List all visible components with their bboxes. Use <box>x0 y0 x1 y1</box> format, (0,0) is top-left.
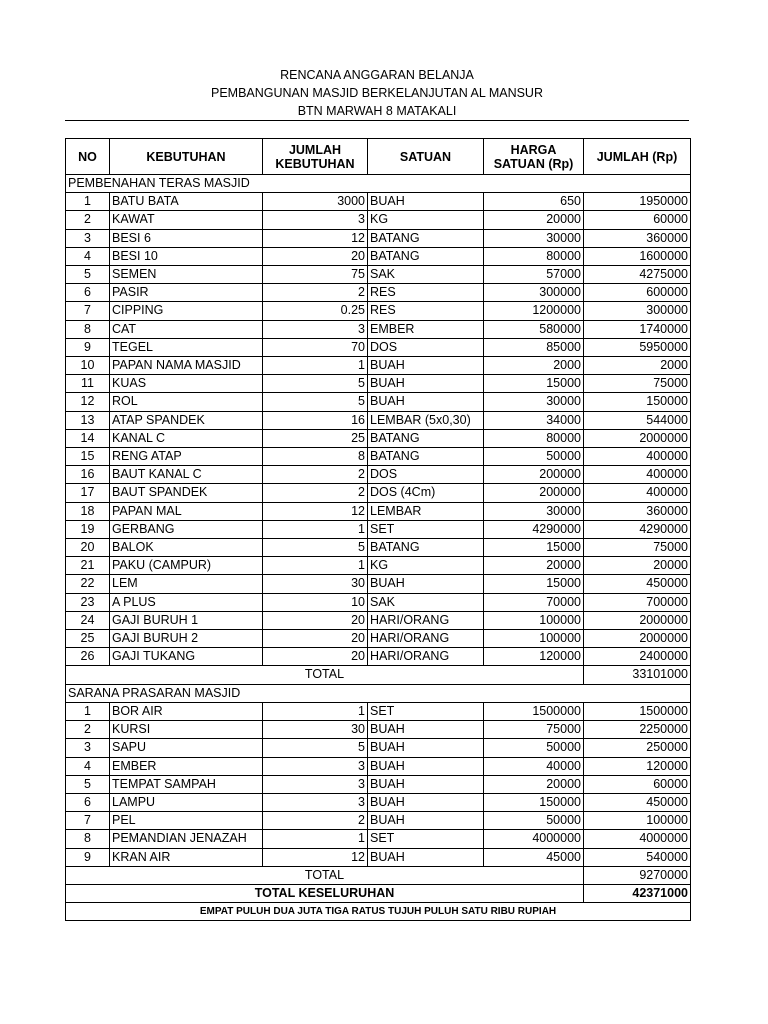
row-no: 6 <box>66 793 110 811</box>
row-unit: BATANG <box>368 448 484 466</box>
row-unit: BUAH <box>368 575 484 593</box>
document-title <box>65 66 689 120</box>
row-price: 80000 <box>484 247 584 265</box>
row-no: 7 <box>66 302 110 320</box>
row-qty: 12 <box>263 848 368 866</box>
row-unit: BATANG <box>368 247 484 265</box>
row-price: 30000 <box>484 393 584 411</box>
table-row <box>66 611 691 629</box>
row-no: 19 <box>66 520 110 538</box>
row-total: 400000 <box>584 448 691 466</box>
row-total: 75000 <box>584 539 691 557</box>
section-title: SARANA PRASARAN MASJID <box>66 684 691 702</box>
row-unit: KG <box>368 211 484 229</box>
row-item: ROL <box>110 393 263 411</box>
row-item: BATU BATA <box>110 193 263 211</box>
section-total-value: 33101000 <box>584 666 691 684</box>
row-price: 120000 <box>484 648 584 666</box>
row-no: 20 <box>66 539 110 557</box>
row-qty: 2 <box>263 466 368 484</box>
table-row <box>66 320 691 338</box>
row-no: 13 <box>66 411 110 429</box>
row-no: 3 <box>66 739 110 757</box>
row-price: 20000 <box>484 557 584 575</box>
row-unit: BATANG <box>368 229 484 247</box>
row-item: BALOK <box>110 539 263 557</box>
row-no: 2 <box>66 721 110 739</box>
row-qty: 5 <box>263 739 368 757</box>
row-qty: 8 <box>263 448 368 466</box>
amount-in-words: EMPAT PULUH DUA JUTA TIGA RATUS TUJUH PULUH SATU RIBU RUPIAH <box>66 903 691 921</box>
table-row <box>66 448 691 466</box>
row-item: BESI 10 <box>110 247 263 265</box>
table-row <box>66 775 691 793</box>
row-total: 600000 <box>584 284 691 302</box>
row-qty: 3 <box>263 211 368 229</box>
title-line-1: RENCANA ANGGARAN BELANJA <box>280 68 474 82</box>
row-no: 12 <box>66 393 110 411</box>
budget-table <box>65 138 691 921</box>
row-no: 7 <box>66 812 110 830</box>
table-row <box>66 739 691 757</box>
row-unit: BUAH <box>368 393 484 411</box>
row-no: 17 <box>66 484 110 502</box>
row-qty: 30 <box>263 575 368 593</box>
row-item: TEMPAT SAMPAH <box>110 775 263 793</box>
row-total: 450000 <box>584 575 691 593</box>
row-price: 150000 <box>484 793 584 811</box>
row-qty: 3 <box>263 793 368 811</box>
row-no: 4 <box>66 247 110 265</box>
row-total: 100000 <box>584 812 691 830</box>
row-item: SEMEN <box>110 266 263 284</box>
grand-total-row <box>66 884 691 902</box>
table-row <box>66 411 691 429</box>
row-price: 15000 <box>484 575 584 593</box>
row-price: 34000 <box>484 411 584 429</box>
table-row <box>66 338 691 356</box>
row-total: 300000 <box>584 302 691 320</box>
row-total: 400000 <box>584 466 691 484</box>
row-unit: SET <box>368 702 484 720</box>
row-item: PAKU (CAMPUR) <box>110 557 263 575</box>
table-row <box>66 812 691 830</box>
row-item: ATAP SPANDEK <box>110 411 263 429</box>
table-row <box>66 266 691 284</box>
row-item: A PLUS <box>110 593 263 611</box>
row-qty: 0.25 <box>263 302 368 320</box>
row-no: 5 <box>66 266 110 284</box>
row-qty: 1 <box>263 357 368 375</box>
row-unit: LEMBAR <box>368 502 484 520</box>
header-satuan: SATUAN <box>368 139 484 175</box>
row-total: 20000 <box>584 557 691 575</box>
row-unit: SET <box>368 520 484 538</box>
table-row <box>66 830 691 848</box>
row-no: 9 <box>66 848 110 866</box>
table-row <box>66 375 691 393</box>
row-price: 650 <box>484 193 584 211</box>
row-price: 2000 <box>484 357 584 375</box>
row-unit: DOS <box>368 466 484 484</box>
row-qty: 1 <box>263 702 368 720</box>
row-total: 5950000 <box>584 338 691 356</box>
row-total: 60000 <box>584 775 691 793</box>
row-unit: EMBER <box>368 320 484 338</box>
row-qty: 20 <box>263 630 368 648</box>
row-qty: 20 <box>263 611 368 629</box>
row-qty: 3000 <box>263 193 368 211</box>
table-row <box>66 757 691 775</box>
row-total: 2000000 <box>584 630 691 648</box>
row-qty: 2 <box>263 284 368 302</box>
row-no: 10 <box>66 357 110 375</box>
row-qty: 30 <box>263 721 368 739</box>
row-no: 23 <box>66 593 110 611</box>
row-no: 24 <box>66 611 110 629</box>
row-price: 20000 <box>484 211 584 229</box>
row-no: 26 <box>66 648 110 666</box>
table-row <box>66 702 691 720</box>
row-no: 21 <box>66 557 110 575</box>
row-item: PASIR <box>110 284 263 302</box>
row-item: GERBANG <box>110 520 263 538</box>
row-item: PAPAN NAMA MASJID <box>110 357 263 375</box>
row-item: PEL <box>110 812 263 830</box>
row-total: 1600000 <box>584 247 691 265</box>
row-qty: 1 <box>263 520 368 538</box>
table-row <box>66 520 691 538</box>
row-price: 70000 <box>484 593 584 611</box>
row-total: 4275000 <box>584 266 691 284</box>
row-total: 540000 <box>584 848 691 866</box>
row-no: 8 <box>66 320 110 338</box>
row-total: 400000 <box>584 484 691 502</box>
row-no: 1 <box>66 702 110 720</box>
row-price: 15000 <box>484 375 584 393</box>
row-qty: 3 <box>263 320 368 338</box>
row-no: 6 <box>66 284 110 302</box>
row-item: GAJI TUKANG <box>110 648 263 666</box>
row-item: PAPAN MAL <box>110 502 263 520</box>
row-price: 45000 <box>484 848 584 866</box>
row-total: 2250000 <box>584 721 691 739</box>
row-qty: 5 <box>263 375 368 393</box>
row-price: 30000 <box>484 502 584 520</box>
row-qty: 75 <box>263 266 368 284</box>
row-item: KUAS <box>110 375 263 393</box>
row-item: GAJI BURUH 1 <box>110 611 263 629</box>
table-row <box>66 393 691 411</box>
row-no: 8 <box>66 830 110 848</box>
row-qty: 5 <box>263 539 368 557</box>
header-jumlah: JUMLAH (Rp) <box>584 139 691 175</box>
table-header-row <box>66 139 691 175</box>
row-no: 22 <box>66 575 110 593</box>
row-price: 1500000 <box>484 702 584 720</box>
row-price: 40000 <box>484 757 584 775</box>
table-row <box>66 466 691 484</box>
row-item: PEMANDIAN JENAZAH <box>110 830 263 848</box>
row-total: 75000 <box>584 375 691 393</box>
row-item: EMBER <box>110 757 263 775</box>
table-row <box>66 229 691 247</box>
row-unit: KG <box>368 557 484 575</box>
row-unit: BUAH <box>368 375 484 393</box>
row-total: 544000 <box>584 411 691 429</box>
row-unit: BUAH <box>368 739 484 757</box>
row-total: 120000 <box>584 757 691 775</box>
row-item: TEGEL <box>110 338 263 356</box>
row-total: 150000 <box>584 393 691 411</box>
row-qty: 12 <box>263 229 368 247</box>
row-item: BESI 6 <box>110 229 263 247</box>
row-total: 2000 <box>584 357 691 375</box>
row-price: 200000 <box>484 466 584 484</box>
table-row <box>66 557 691 575</box>
row-price: 15000 <box>484 539 584 557</box>
table-row <box>66 284 691 302</box>
row-item: RENG ATAP <box>110 448 263 466</box>
row-unit: BUAH <box>368 793 484 811</box>
row-total: 1950000 <box>584 193 691 211</box>
row-qty: 2 <box>263 812 368 830</box>
row-price: 100000 <box>484 630 584 648</box>
row-price: 20000 <box>484 775 584 793</box>
table-row <box>66 648 691 666</box>
row-total: 450000 <box>584 793 691 811</box>
row-qty: 16 <box>263 411 368 429</box>
section-total-row <box>66 866 691 884</box>
row-unit: RES <box>368 302 484 320</box>
row-qty: 1 <box>263 557 368 575</box>
row-item: BAUT KANAL C <box>110 466 263 484</box>
row-unit: SET <box>368 830 484 848</box>
row-total: 2000000 <box>584 429 691 447</box>
row-qty: 3 <box>263 757 368 775</box>
row-no: 2 <box>66 211 110 229</box>
row-unit: BUAH <box>368 721 484 739</box>
row-price: 580000 <box>484 320 584 338</box>
row-price: 50000 <box>484 739 584 757</box>
row-unit: LEMBAR (5x0,30) <box>368 411 484 429</box>
row-item: KAWAT <box>110 211 263 229</box>
section-total-label: TOTAL <box>66 666 584 684</box>
row-unit: SAK <box>368 266 484 284</box>
row-no: 9 <box>66 338 110 356</box>
row-unit: DOS (4Cm) <box>368 484 484 502</box>
section-header-row <box>66 684 691 702</box>
table-row <box>66 848 691 866</box>
row-total: 4290000 <box>584 520 691 538</box>
row-item: BAUT SPANDEK <box>110 484 263 502</box>
section-title: PEMBENAHAN TERAS MASJID <box>66 175 691 193</box>
row-unit: BUAH <box>368 848 484 866</box>
row-price: 75000 <box>484 721 584 739</box>
row-item: BOR AIR <box>110 702 263 720</box>
row-price: 100000 <box>484 611 584 629</box>
row-price: 57000 <box>484 266 584 284</box>
row-price: 50000 <box>484 448 584 466</box>
row-total: 2000000 <box>584 611 691 629</box>
row-item: KRAN AIR <box>110 848 263 866</box>
row-no: 1 <box>66 193 110 211</box>
grand-total-label: TOTAL KESELURUHAN <box>66 884 584 902</box>
header-harga-satuan: HARGA SATUAN (Rp) <box>484 139 584 175</box>
row-price: 30000 <box>484 229 584 247</box>
row-item: CIPPING <box>110 302 263 320</box>
row-no: 3 <box>66 229 110 247</box>
row-unit: BUAH <box>368 812 484 830</box>
row-price: 4290000 <box>484 520 584 538</box>
row-unit: BATANG <box>368 539 484 557</box>
table-row <box>66 429 691 447</box>
row-no: 15 <box>66 448 110 466</box>
row-total: 4000000 <box>584 830 691 848</box>
row-unit: DOS <box>368 338 484 356</box>
row-no: 16 <box>66 466 110 484</box>
row-total: 2400000 <box>584 648 691 666</box>
row-unit: BUAH <box>368 357 484 375</box>
row-item: LAMPU <box>110 793 263 811</box>
row-no: 18 <box>66 502 110 520</box>
section-total-value: 9270000 <box>584 866 691 884</box>
row-item: GAJI BURUH 2 <box>110 630 263 648</box>
row-price: 200000 <box>484 484 584 502</box>
row-total: 60000 <box>584 211 691 229</box>
row-unit: BUAH <box>368 775 484 793</box>
row-unit: HARI/ORANG <box>368 648 484 666</box>
row-no: 4 <box>66 757 110 775</box>
grand-total-value: 42371000 <box>584 884 691 902</box>
table-body <box>66 175 691 921</box>
table-row <box>66 502 691 520</box>
row-price: 85000 <box>484 338 584 356</box>
table-row <box>66 721 691 739</box>
row-item: SAPU <box>110 739 263 757</box>
header-kebutuhan: KEBUTUHAN <box>110 139 263 175</box>
row-no: 11 <box>66 375 110 393</box>
amount-in-words-row <box>66 903 691 921</box>
row-qty: 2 <box>263 484 368 502</box>
row-total: 360000 <box>584 229 691 247</box>
row-qty: 1 <box>263 830 368 848</box>
table-row <box>66 539 691 557</box>
row-item: KURSI <box>110 721 263 739</box>
row-price: 80000 <box>484 429 584 447</box>
table-row <box>66 357 691 375</box>
table-row <box>66 211 691 229</box>
row-unit: BUAH <box>368 193 484 211</box>
row-price: 300000 <box>484 284 584 302</box>
row-item: KANAL C <box>110 429 263 447</box>
table-row <box>66 484 691 502</box>
section-total-label: TOTAL <box>66 866 584 884</box>
table-row <box>66 575 691 593</box>
table-row <box>66 793 691 811</box>
row-item: LEM <box>110 575 263 593</box>
row-unit: HARI/ORANG <box>368 611 484 629</box>
row-qty: 3 <box>263 775 368 793</box>
header-no: NO <box>66 139 110 175</box>
title-divider <box>65 120 689 121</box>
row-total: 1500000 <box>584 702 691 720</box>
row-qty: 12 <box>263 502 368 520</box>
title-line-2: PEMBANGUNAN MASJID BERKELANJUTAN AL MANSUR <box>210 86 543 100</box>
row-unit: RES <box>368 284 484 302</box>
row-qty: 25 <box>263 429 368 447</box>
row-unit: HARI/ORANG <box>368 630 484 648</box>
row-qty: 5 <box>263 393 368 411</box>
table-row <box>66 247 691 265</box>
row-unit: BATANG <box>368 429 484 447</box>
table-row <box>66 593 691 611</box>
table-row <box>66 630 691 648</box>
section-header-row <box>66 175 691 193</box>
section-total-row <box>66 666 691 684</box>
row-price: 1200000 <box>484 302 584 320</box>
row-unit: BUAH <box>368 757 484 775</box>
row-item: CAT <box>110 320 263 338</box>
row-qty: 20 <box>263 648 368 666</box>
row-total: 250000 <box>584 739 691 757</box>
row-total: 700000 <box>584 593 691 611</box>
row-qty: 20 <box>263 247 368 265</box>
row-price: 50000 <box>484 812 584 830</box>
table-row <box>66 302 691 320</box>
row-price: 4000000 <box>484 830 584 848</box>
title-line-3: BTN MARWAH 8 MATAKALI <box>297 104 457 118</box>
row-total: 360000 <box>584 502 691 520</box>
table-row <box>66 193 691 211</box>
row-qty: 70 <box>263 338 368 356</box>
row-no: 14 <box>66 429 110 447</box>
row-no: 5 <box>66 775 110 793</box>
row-total: 1740000 <box>584 320 691 338</box>
row-unit: SAK <box>368 593 484 611</box>
row-qty: 10 <box>263 593 368 611</box>
header-jumlah-kebutuhan: JUMLAH KEBUTUHAN <box>263 139 368 175</box>
row-no: 25 <box>66 630 110 648</box>
